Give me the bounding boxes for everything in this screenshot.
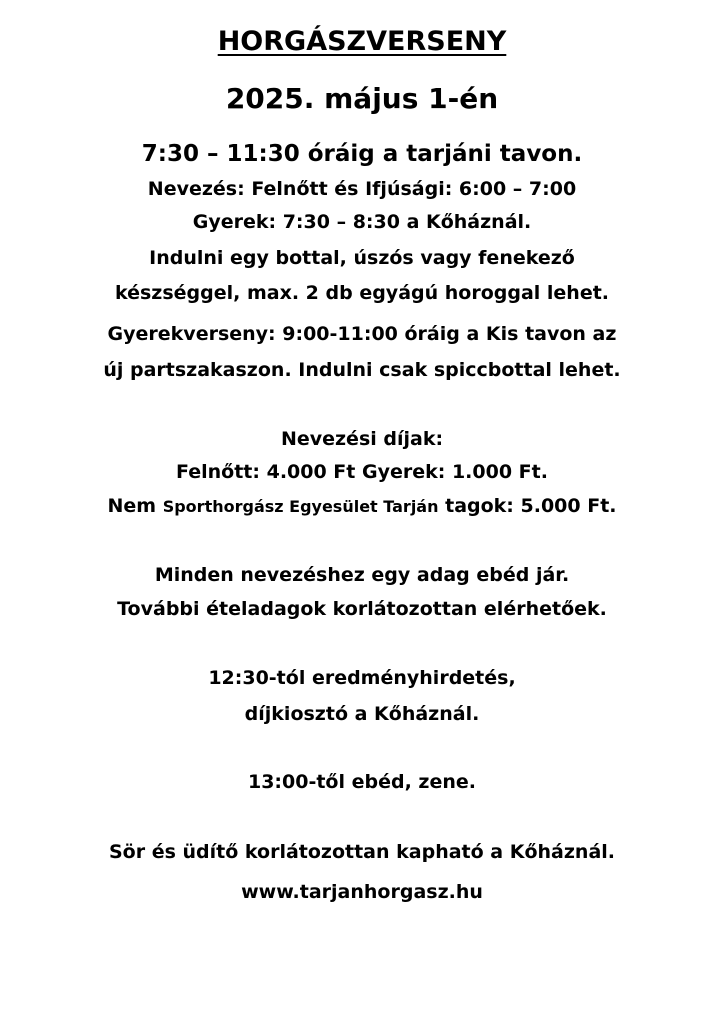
lunch-line-1: Minden nevezéshez egy adag ebéd jár.: [154, 564, 570, 586]
fees-heading: Nevezési díjak:: [280, 428, 444, 450]
kids-competition-line-1: Gyerekverseny: 9:00-11:00 óráig a Kis tavon az: [107, 323, 617, 345]
rules-line-1: Indulni egy bottal, úszós vagy fenekező: [149, 247, 575, 269]
kids-competition-line-2: új partszakaszon. Indulni csak spiccbottal lehet.: [103, 359, 621, 381]
fees-nonmember-suffix: tagok: 5.000 Ft.: [445, 495, 617, 517]
music-line: 13:00-től ebéd, zene.: [247, 771, 476, 793]
fees-nonmember-prefix: Nem: [107, 495, 157, 517]
fees-adult-child: Felnőtt: 4.000 Ft Gyerek: 1.000 Ft.: [176, 461, 548, 483]
registration-adult: Nevezés: Felnőtt és Ifjúsági: 6:00 – 7:00: [147, 178, 577, 200]
results-line-1: 12:30-tól eredményhirdetés,: [208, 667, 516, 689]
fees-nonmember-club: Sporthorgász Egyesület Tarján: [162, 497, 439, 516]
results-line-2: díjkiosztó a Kőháznál.: [244, 703, 480, 725]
drinks-line: Sör és üdítő korlátozottan kapható a Kőháznál.: [108, 841, 616, 863]
page-title: [0, 28, 724, 55]
fees-nonmember: [0, 497, 724, 516]
rules-line-2: készséggel, max. 2 db egyágú horoggal lehet.: [114, 282, 610, 304]
lunch-line-2: További ételadagok korlátozottan elérhetőek.: [117, 598, 607, 620]
registration-child: Gyerek: 7:30 – 8:30 a Kőháznál.: [192, 211, 532, 233]
website-link[interactable]: www.tarjanhorgasz.hu: [241, 881, 483, 903]
event-date: 2025. május 1-én: [225, 82, 499, 115]
title-text: HORGÁSZVERSENY: [217, 26, 507, 57]
event-time: 7:30 – 11:30 óráig a tarjáni tavon.: [141, 141, 583, 167]
